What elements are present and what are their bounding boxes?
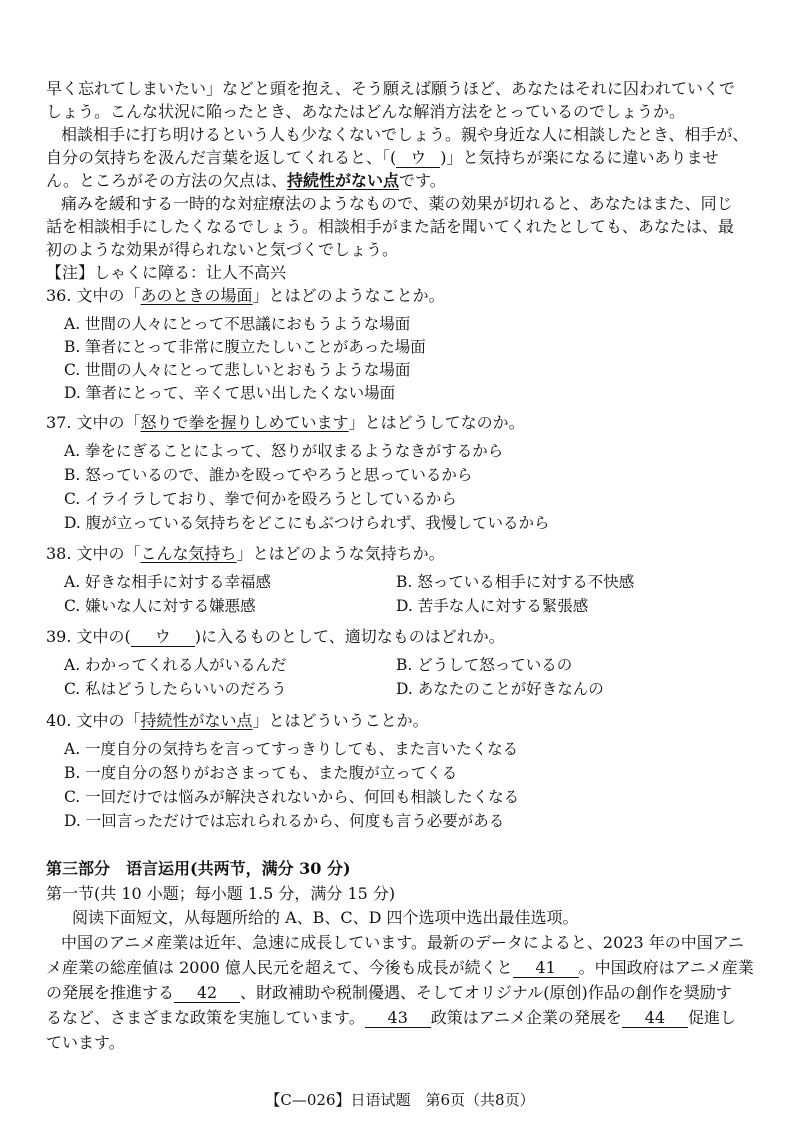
question-36: 36. 文中の「あのときの場面」とはどのようなことか。: [46, 286, 445, 305]
passage-line: るなど、さまざまな政策を実施しています。 43 政策はアニメ企業の発展を 44 促進し: [46, 1008, 736, 1027]
option-40a: A. 一度自分の気持ちを言ってすっきりしても、また言いたくなる: [64, 740, 519, 758]
option-38d: D. 苦手な人に対する緊張感: [396, 597, 589, 615]
question-40: 40. 文中の「持続性がない点」とはどういうことか。: [46, 711, 429, 730]
blank-41: 41: [513, 959, 579, 978]
subsection-heading: 第一节(共 10 小题；每小题 1.5 分，满分 15 分): [46, 884, 396, 903]
passage-line: ん。ところがその方法の欠点は、持続性がない点です。: [46, 171, 446, 190]
option-36c: C. 世間の人々にとって悲しいとおもうような場面: [64, 361, 411, 379]
passage-line: の発展を推進する 42 、財政補助や税制優遇、そしてオリジナル(原创)作品の創作を奨励す: [46, 983, 732, 1002]
option-37c: C. イライラしており、拳で何かを殴ろうとしているから: [64, 490, 457, 508]
annotation-note: 【注】しゃくに障る：让人不高兴: [46, 263, 287, 282]
blank-44: 44: [622, 1009, 688, 1028]
option-39d: D. あなたのことが好きなんの: [396, 680, 604, 698]
question-38: 38. 文中の「こんな気持ち」とはどのような気持ちか。: [46, 544, 445, 563]
question-39: 39. 文中の( ウ )に入るものとして、適切なものはどれか。: [46, 627, 505, 646]
option-39c: C. 私はどうしたらいいのだろう: [64, 680, 287, 698]
blank-42: 42: [174, 984, 240, 1003]
option-38b: B. 怒っている相手に対する不快感: [396, 573, 635, 591]
blank-u: ウ: [131, 628, 195, 647]
option-39b: B. どうして怒っているの: [396, 656, 573, 674]
option-37a: A. 拳をにぎることによって、怒りが収まるようなきがするから: [64, 442, 504, 460]
option-40c: C. 一回だけでは悩みが解決されないから、何回も相談したくなる: [64, 788, 520, 806]
passage-line: 痛みを緩和する一時的な対症療法のようなもので、薬の効果が切れると、あなたはまた、同じ: [61, 194, 733, 213]
underlined-phrase: 持続性がない点: [286, 171, 399, 190]
blank-u: ウ: [396, 149, 440, 168]
option-38c: C. 嫌いな人に対する嫌悪感: [64, 597, 256, 615]
option-40b: B. 一度自分の怒りがおさまっても、また腹が立ってくる: [64, 764, 458, 782]
passage-line: ています。: [46, 1033, 125, 1052]
passage-line: しょう。こんな状況に陥ったとき、あなたはどんな解消方法をとっているのでしょうか。: [46, 102, 686, 121]
option-40d: D. 一回言っただけでは忘れられるから、何度も言う必要がある: [64, 812, 505, 830]
passage-line: 初のような効果が得られないと気づくでしょう。: [46, 240, 399, 259]
passage-line: 中国のアニメ産業は近年、急速に成長しています。最新のデータによると、2023 年の中国アニ: [61, 933, 744, 952]
passage-line: メ産業の総産値は 2000 億人民元を超えて、今後も成長が続くと 41 。中国政府はアニメ産業: [46, 958, 754, 977]
passage-line: 早く忘れてしまいたい」などと頭を抱え、そう願えば願うほど、あなたはそれに囚われていくで: [46, 79, 735, 98]
passage-line: 自分の気持ちを汲んだ言葉を返してくれると、「( ウ )」と気持ちが楽になるに違いありませ: [46, 148, 719, 167]
option-39a: A. わかってくれる人がいるんだ: [64, 656, 287, 674]
option-36a: A. 世間の人々にとって不思議におもうような場面: [64, 315, 411, 333]
page-footer: 【C—026】日语试题 第6页（共8页）: [265, 1091, 535, 1109]
instruction: 阅读下面短文，从每题所给的 A、B、C、D 四个选项中选出最佳选项。: [72, 908, 579, 927]
question-37: 37. 文中の「怒りで拳を握りしめています」とはどうしてなのか。: [46, 413, 525, 432]
passage-line: 話を相談相手にしたくなるでしょう。相談相手がまた話を聞いてくれたとしても、あなたは、最: [46, 217, 734, 236]
blank-43: 43: [365, 1009, 431, 1028]
option-37b: B. 怒っているので、誰かを殴ってやろうと思っているから: [64, 466, 473, 484]
option-38a: A. 好きな相手に対する幸福感: [64, 573, 272, 591]
section-heading: 第三部分 语言运用(共两节，满分 30 分): [46, 859, 351, 878]
option-37d: D. 腹が立っている気持ちをどこにもぶつけられず、我慢しているから: [64, 514, 550, 532]
passage-line: 相談相手に打ち明けるという人も少なくないでしょう。親や身近な人に相談したとき、相手が、: [61, 125, 749, 144]
option-36b: B. 筆者にとって非常に腹立たしいことがあった場面: [64, 338, 426, 356]
option-36d: D. 筆者にとって、辛くて思い出したくない場面: [64, 384, 396, 402]
